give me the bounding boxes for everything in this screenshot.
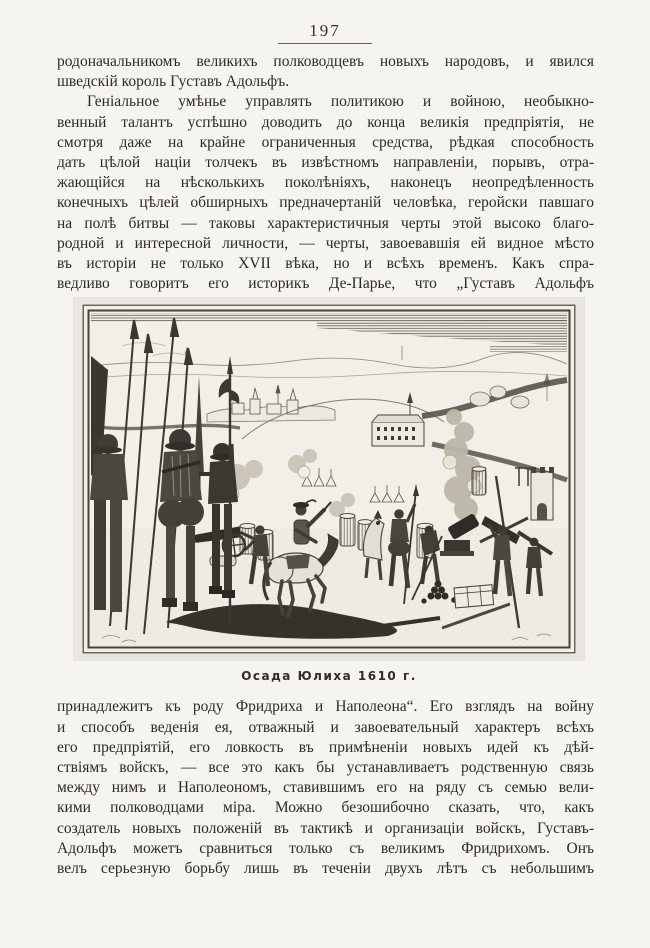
text-line: между нимъ и Наполеономъ, ставившимъ его на ряду съ семью вели- <box>57 779 594 797</box>
figure-caption: Осада Юлиха 1610 г. <box>241 669 417 684</box>
text-line: въ исторіи не только XVII вѣка, но и всѣхъ временъ. Какъ спра- <box>57 255 594 273</box>
supply-crate <box>454 585 494 608</box>
paragraph-continuation <box>57 52 594 92</box>
engraving-plate <box>74 298 584 660</box>
text-line: шведскій король Густавъ Адольфъ. <box>57 73 290 91</box>
siege-engraving-figure <box>74 298 584 683</box>
text-line: его предпріятій, его ловкость въ примѣненіи новыхъ идей къ дѣй- <box>57 738 594 756</box>
text-line: принадлежитъ къ роду Фридриха и Наполеона“. Его взглядъ на войну <box>57 698 594 716</box>
text-line: велъ серьезную борьбу лишь въ теченіи двухъ лѣтъ съ небольшимъ <box>57 860 594 878</box>
text-line: венный талантъ успѣшно доводить до конца великія предпріятія, не <box>57 113 594 131</box>
text-line: и способъ веденія ея, отважный и завоевательный характеръ всѣхъ <box>57 718 594 736</box>
paragraph-gustav-adolf <box>57 92 594 294</box>
text-line: родной и интересной личности, — черты, завоевавшія ей видное мѣсто <box>57 234 594 252</box>
lower-text-block <box>57 697 594 879</box>
text-line: на полѣ битвы — таковы характеристичныя черты этой высоко благо- <box>57 214 594 232</box>
text-line: смотря даже на крайне ограниченныя средства, рѣдкая способность <box>57 133 594 151</box>
siege-engraving-svg <box>82 304 576 654</box>
text-line: создатель новыхъ положеній въ тактикѣ и организаціи войскъ, Густавъ- <box>57 819 594 837</box>
text-line: Геніальное умѣнье управлять политикою и войною, необыкно- <box>87 93 594 111</box>
text-line: ствіямъ войскъ, — все это какъ бы устанавливаетъ родственную связь <box>57 759 594 777</box>
text-line: родоначальникомъ великихъ полководцевъ новыхъ народовъ, и явился <box>57 53 594 70</box>
page-number: 197 <box>309 21 341 40</box>
text-line: конечныхъ цѣлей обширныхъ предначертаній человѣка, геройски павшаго <box>57 194 594 212</box>
text-line: кими полководцами міра. Можно безошибочно сказать, что, какъ <box>57 799 594 817</box>
paragraph-comparison <box>57 697 594 879</box>
text-line: ведливо говоритъ его историкъ Де-Парье, что „Густавъ Адольфъ <box>57 275 594 293</box>
text-line: жающійся на нѣсколькихъ поколѣніяхъ, наконецъ неопредѣленность <box>57 174 594 192</box>
page-header <box>0 0 650 44</box>
upper-text-block <box>57 52 594 294</box>
text-line: дать цѣлой націи толчекъ въ извѣстномъ направленіи, порывъ, отра- <box>57 154 594 172</box>
text-line: Адольфъ можетъ сравниться только съ великимъ Фридрихомъ. Онъ <box>57 839 594 857</box>
page-number-rule <box>278 43 372 44</box>
